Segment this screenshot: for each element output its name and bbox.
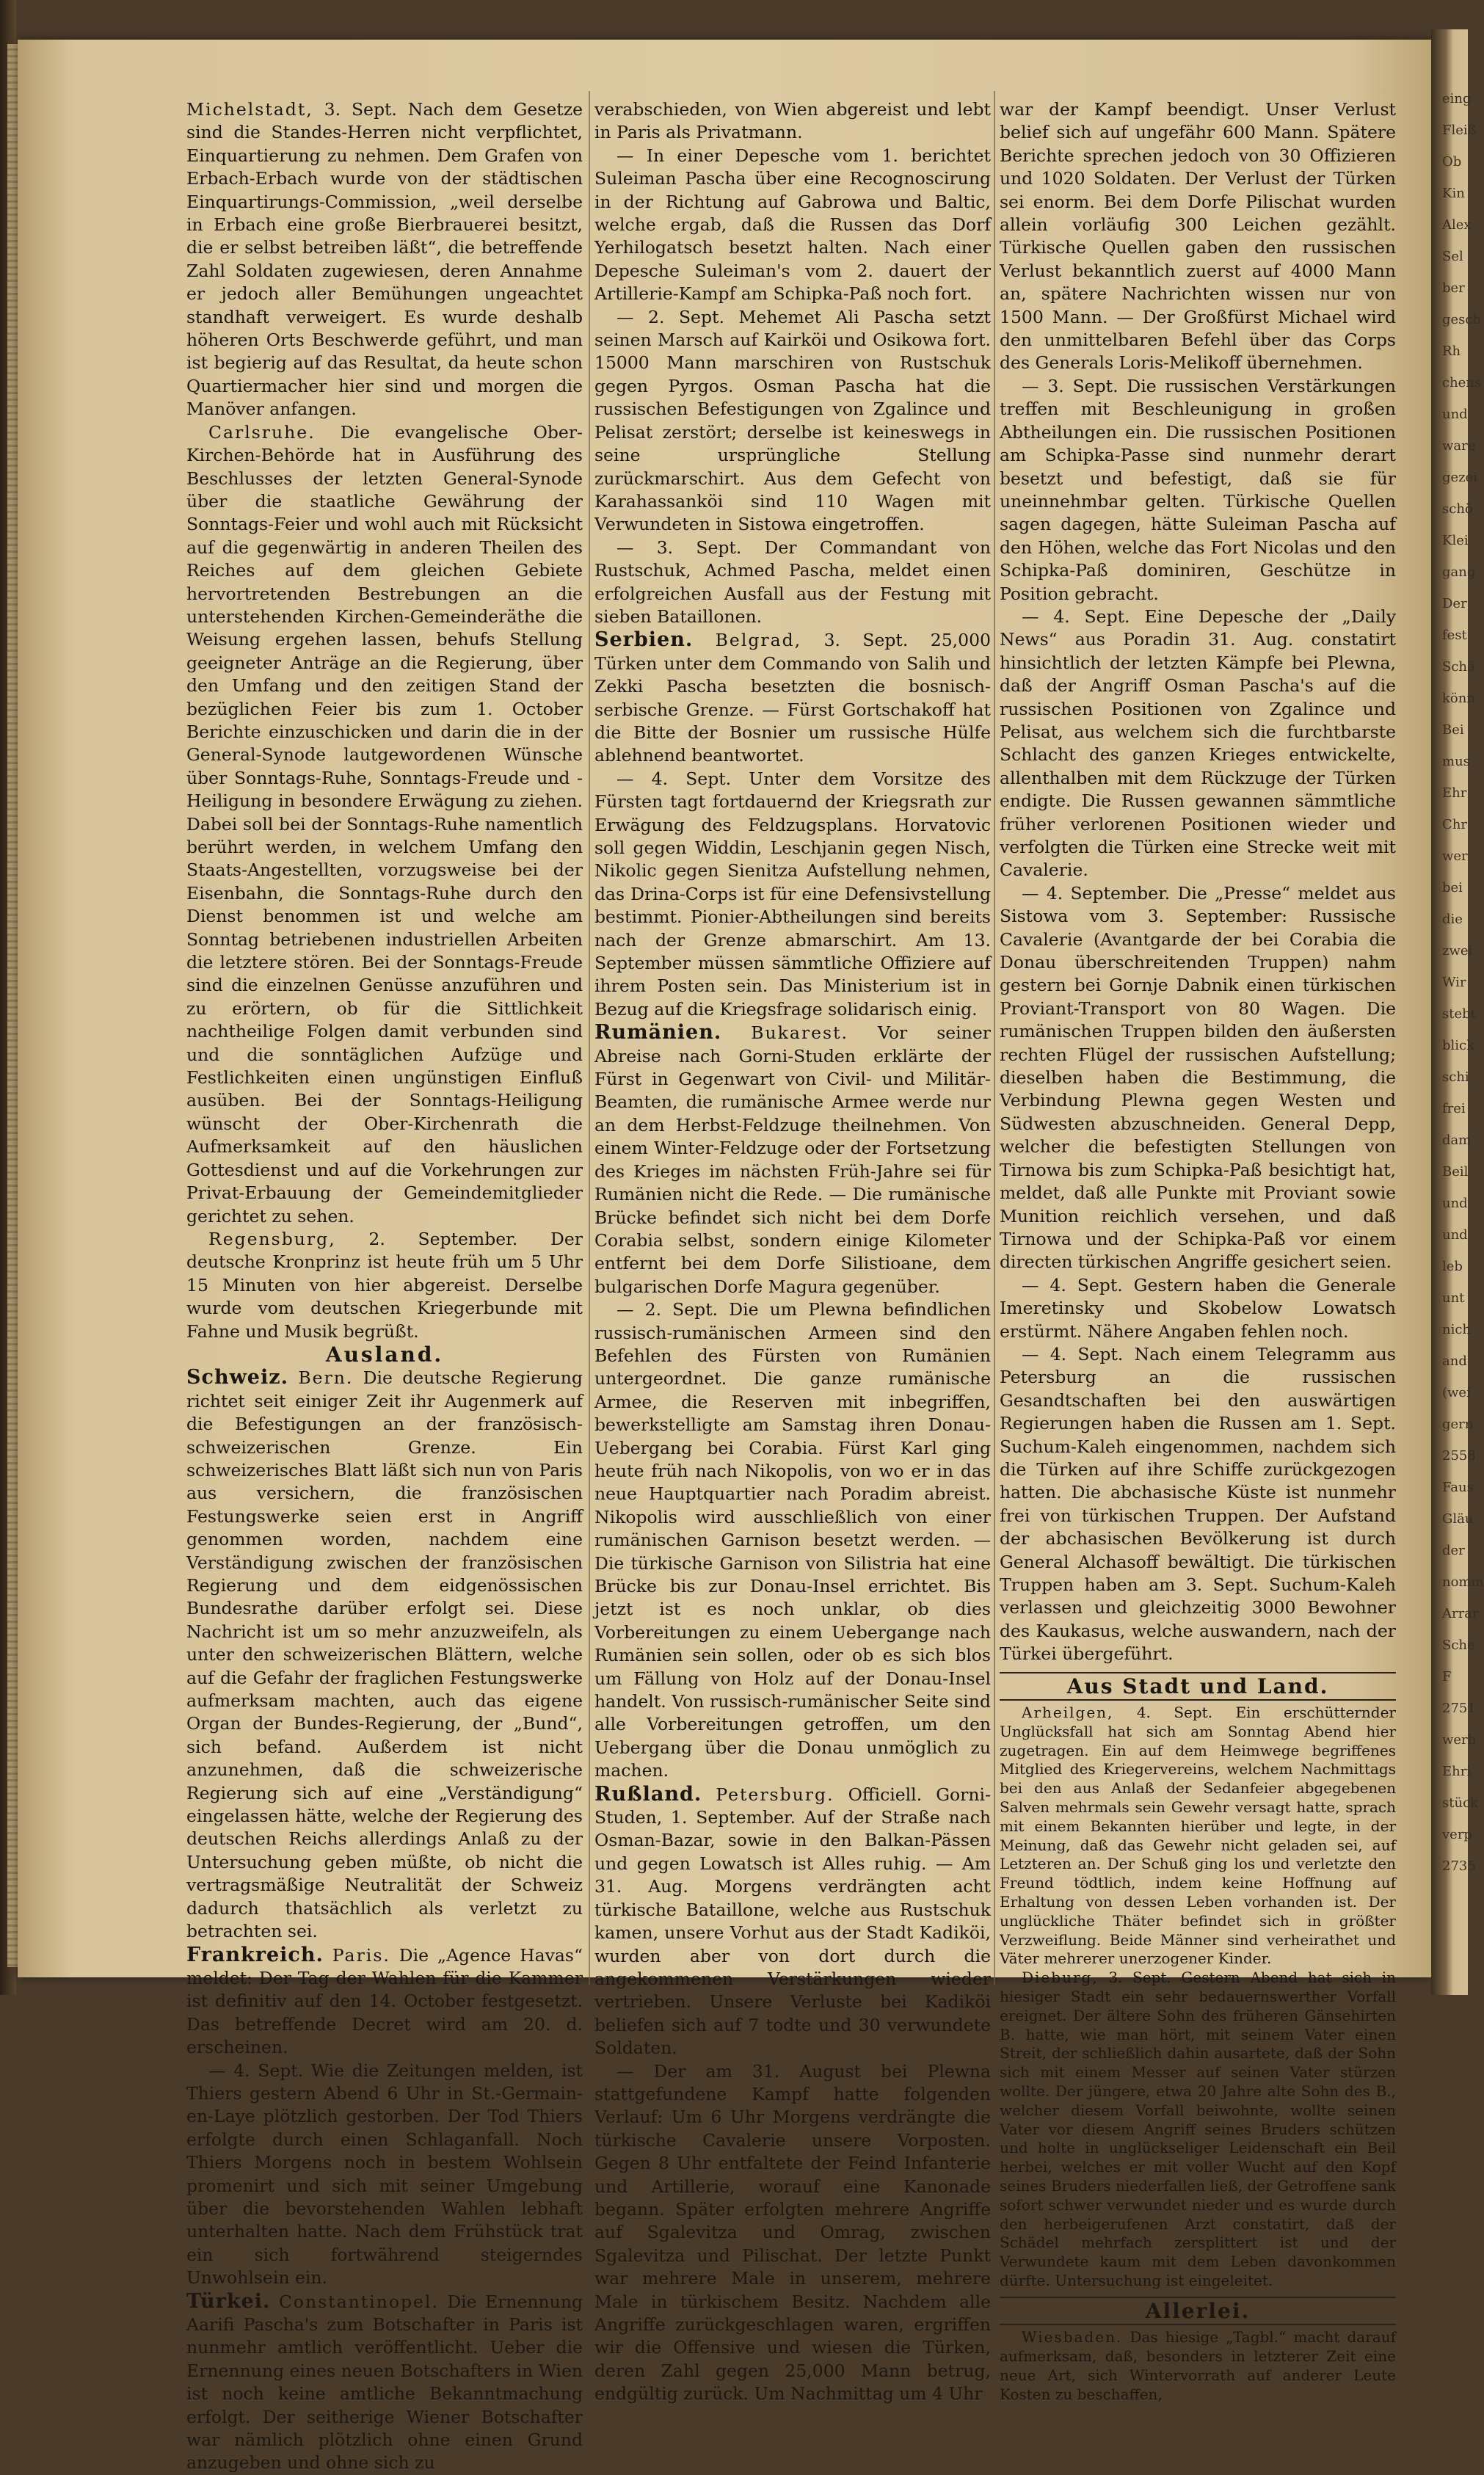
article-lowatsch: — 4. Sept. Gestern haben die Generale Imeretinsky und Skobelow Lowatsch erstürmt. Nähere Angaben fehlen noch. [1000, 1274, 1396, 1342]
column-1 [186, 98, 583, 2475]
article-text: Die deutsche Regierung richtet seit einiger Zeit ihr Augenmerk auf die Befestigungen an der französisch-schweizerischen Grenze. Ein schweizerisches Blatt läßt sich nun von Paris aus versichern, die französischen Festungswerke seien erst in Angriff genommen worden, nachdem eine Verständigung zwischen der französischen Regierung und dem eidgenössischen Bundesrathe darüber erfolgt sei. Diese Nachricht ist um so mehr anzuzweifeln, als unter den schweizerischen Blättern, welche auf die Gefahr der fraglichen Festungswerke aufmerksam machten, auch das eigene Organ der Bundes-Regierung, der „Bund“, sich befand. Außerdem ist nicht anzunehmen, daß die schweizerische Regierung sich auf eine „Verständigung“ eingelassen hätte, welche der Regierung des deutschen Reichs allerdings Anlaß zu der Untersuchung geben müßte, ob nicht die vertragsmäßige Neutralität der Schweiz dadurch thatsächlich als verletzt zu betrachten sei. [186, 1367, 583, 1942]
article-schweiz [186, 1366, 583, 1943]
facing-page-word: gesch [1442, 312, 1482, 327]
article-suchum-kaleh: — 4. Sept. Nach einem Telegramm aus Petersburg an die russischen Gesandtschaften bei den auswärtigen Regierungen haben die Russen am 1. Sept. Suchum-Kaleh eingenommen, nachdem sich die Türken auf ihre Schiffe zurückgezogen hatten. Die abchasische Küste ist nunmehr frei von türkischen Truppen. Der Aufstand der abchasischen Bevölkerung ist durch General Alchasoff bewältigt. Die türkischen Truppen haben am 3. Sept. Suchum-Kaleh verlassen und gleichzeitig 3000 Bewohner des Kaukasus, welche auswandern, nach der Türkei übergeführt. [1000, 1343, 1396, 1665]
article-rumanien [594, 1021, 991, 1298]
article-daily-news: — 4. Sept. Eine Depesche der „Daily News“ aus Poradin 31. Aug. constatirt hinsichtlich der letzten Kämpfe bei Plewna, daß der Angriff Osman Pascha's auf die russischen Positionen von Zgalince und Pelisat, aus welchem sich die furchtbarste Schlacht des ganzen Krieges entwickelte, allenthalben mit dem Rückzuge der Türken endigte. Die Russen gewannen sämmtliche früher verlorenen Positionen wieder und verfolgten die Türken eine Strecke weit mit Cavalerie. [1000, 606, 1396, 881]
article-frankreich [186, 1944, 583, 2060]
facing-page-word: gezei [1442, 470, 1478, 485]
facing-page-word: (wei [1442, 1385, 1471, 1400]
article-text: 2. September. Der deutsche Kronprinz ist heute früh um 5 Uhr 15 Minuten von hier abgereist. Derselbe wurde vom deutschen Kriegerbunde mit Fahne und Musik begrüßt. [186, 1228, 583, 1342]
facing-page-word: dam [1442, 1133, 1472, 1148]
facing-page-word: und [1442, 407, 1468, 422]
facing-page-word: Faus [1442, 1480, 1474, 1495]
facing-page-word: Wir [1442, 975, 1466, 990]
facing-page-word: und [1442, 1196, 1468, 1211]
facing-page-word: Sche [1442, 1638, 1475, 1653]
article-turkei [186, 2290, 583, 2475]
facing-page-word: ber [1442, 280, 1465, 296]
facing-page-word: unt [1442, 1290, 1465, 1306]
article-text: 3. Sept. Nach dem Gesetze sind die Standes-Herren nicht verpflichtet, Einquartierung zu nehmen. Dem Grafen von Erbach-Erbach wurde von der städtischen Einquartirungs-Commission, „weil derselbe in Erbach eine große Bierbrauerei besitzt, die er selbst betreiben läßt“, die betreffende Zahl Soldaten zugewiesen, deren Annahme er jedoch aller Bemühungen ungeachtet standhaft verweigert. Es wurde deshalb höheren Orts Beschwerde geführt, und man ist begierig auf das Resultat, da heute schon Quartiermacher hier sind und morgen die Manöver anfangen. [186, 99, 583, 420]
facing-page-word: Der [1442, 596, 1467, 611]
facing-page-word: Arrar [1442, 1606, 1479, 1621]
facing-page-word: nich [1442, 1322, 1472, 1337]
article-russland [594, 1783, 991, 2060]
article-michelstadt [186, 98, 583, 421]
article-mehemet: — 2. Sept. Mehemet Ali Pascha setzt seinen Marsch auf Kairköi und Osikowa fort. 15000 Mann marschiren von Rustschuk gegen Pyrgos. Osman Pascha hat die russischen Befestigungen von Zgalince und Pelisat zerstört; derselbe ist keineswegs in seine ursprüngliche Stellung zurückmarschirt. Aus dem Gefecht von Karahassanköi sind 110 Wagen mit Verwundeten in Sistowa eingetroffen. [594, 306, 991, 535]
facing-page-word: stück [1442, 1795, 1479, 1811]
section-heading-stadt-und-land: Aus Stadt und Land. [1000, 1672, 1396, 1701]
country-label: Rußland. [594, 1782, 702, 1806]
dateline: Michelstadt, [186, 99, 313, 120]
facing-page-word: zwei [1442, 943, 1473, 959]
article-text: Die Ernennung Aarifi Pascha's zum Botschafter in Paris ist nunmehr amtlich veröffentlicht. Ueber die Ernennung eines neuen Botschafters in Wien ist noch keine amtliche Bekanntmachung erfolgt. Der seitherige Wiener Botschafter war nämlich plötzlich ohne einen Grund anzugeben und ohne sich zu [186, 2291, 583, 2474]
article-text: Officiell. Gorni-Studen, 1. September. Auf der Straße nach Osman-Bazar, sowie in den Balkan-Pässen und gegen Lowatsch ist Alles ruhig. — Am 31. Aug. Morgens verdrängten acht türkische Bataillone, welche aus Rustschuk kamen, unsere Vorhut aus der Stadt Kadiköi, wurden aber von dort durch die angekommenen Verstärkungen wieder vertrieben. Unsere Verluste bei Kadiköi beliefen sich auf 7 todte und 30 verwundete Soldaten. [594, 1784, 991, 2059]
article-arheilgen [1000, 1704, 1396, 1969]
article-wiesbaden [1000, 2328, 1396, 2404]
facing-page-word: wer [1442, 848, 1468, 864]
facing-page-word: Kin [1442, 186, 1465, 201]
dateline: Wiesbaden. [1022, 2328, 1123, 2347]
article-text: 4. Sept. Ein erschütternder Unglücksfall hat sich am Sonntag Abend hier zugetragen. Ein auf dem Heimwege begriffenes Mitglied des Kriegervereins, welchem Nachmittags bei den aus Anlaß der Sedanfeier abgegebenen Salven mehrmals sein Gewehr versagt hatte, sprach mit einem Bekannten hierüber und legte, in der Meinung, daß das Gewehr nicht geladen sei, auf Letzteren an. Der Schuß ging los und verletzte den Freund tödtlich, indem keine Hoffnung auf Erhaltung von dessen Leben vorhanden ist. Der unglückliche Thäter befindet sich in größter Verzweiflung. Beide Männer sind verheirathet und Väter mehrerer unerzogener Kinder. [1000, 1704, 1396, 1968]
country-label: Türkei. [186, 2289, 271, 2313]
facing-page-word: nomm [1442, 1574, 1484, 1590]
dateline: Dieburg, [1022, 1969, 1099, 1987]
facing-page-word: and [1442, 1353, 1467, 1369]
facing-page-word: Klei [1442, 533, 1469, 548]
dateline: Paris. [332, 1944, 390, 1966]
facing-page-word: bei [1442, 880, 1463, 895]
article-text: Vor seiner Abreise nach Gorni-Studen erklärte der Fürst in Gegenwart von Civil- und Militär-Beamten, die rumänische Armee werde nur an dem Herbst-Feldzuge theilnehmen. Von einem Winter-Feldzuge oder der Fortsetzung des Krieges im nächsten Früh-Jahre sei für Rumänien nicht die Rede. — Die rumänische Brücke befindet sich nicht bei dem Dorfe Corabia selbst, sondern einige Kilometer entfernt bei dem Dorfe Silistioane, dem bulgarischen Dorfe Magura gegenüber. [594, 1022, 991, 1297]
facing-page-word: Rh [1442, 344, 1461, 359]
facing-page-word: Ob [1442, 154, 1462, 170]
facing-page-word: 2751 [1442, 1701, 1476, 1716]
article-carlsruhe [186, 421, 583, 1228]
dateline: Petersburg. [716, 1784, 834, 1805]
facing-page-word: eing [1442, 91, 1472, 106]
page-stack-edge [7, 44, 18, 1967]
facing-page-word: gern [1442, 1417, 1474, 1432]
facing-page-word: ware [1442, 438, 1476, 454]
facing-page-word: Ehri [1442, 1764, 1472, 1779]
newspaper-page [18, 40, 1431, 2474]
facing-page-word: Chr [1442, 817, 1467, 832]
column-2 [594, 98, 991, 2406]
facing-page-word: könn [1442, 691, 1475, 706]
article-dieburg [1000, 1969, 1396, 2291]
facing-page-word: F [1442, 1669, 1452, 1684]
column-rule [994, 91, 995, 1985]
facing-page-word: gang [1442, 564, 1476, 580]
facing-page-word: 2558 [1442, 1448, 1476, 1464]
article-text: 3. Sept. 25,000 Türken unter dem Commando von Salih und Zekki Pascha besetzten die bosnisch-serbische Grenze. — Fürst Gortschakoff hat die Bitte der Bosnier um russische Hülfe ablehnend beantwortet. [594, 630, 991, 766]
book-spine [0, 0, 16, 1995]
section-heading-allerlei: Allerlei. [1000, 2297, 1396, 2325]
facing-page-word: Beil [1442, 1164, 1469, 1180]
section-heading-ausland: Ausland. [325, 1342, 444, 1367]
country-label: Frankreich. [186, 1943, 324, 1966]
country-label: Serbien. [594, 628, 694, 652]
article-presse: — 4. September. Die „Presse“ meldet aus Sistowa vom 3. September: Russische Cavalerie (Avantgarde der bei Corabia die Donau überschreitenden Truppen) nahm gestern bei Gornje Dabnik einen türkischen Proviant-Transport von 80 Wagen. Die rumänischen Truppen bilden den äußersten rechten Flügel der russischen Aufstellung; dieselben haben die Bestimmung, die Verbindung Plewna gegen Westen und Südwesten abzuschneiden. General Depp, welcher die befestigten Stellungen von Tirnowa bis zum Schipka-Paß besichtigt hat, meldet, daß alle Punkte mit Proviant sowie Munition reichlich versehen, und daß Tirnowa und der Schipka-Paß vor einem directen türkischen Angriffe gesichert seien. [1000, 882, 1396, 1273]
facing-page-word: frei [1442, 1101, 1466, 1116]
article-suleiman: — In einer Depesche vom 1. berichtet Suleiman Pascha über eine Recognoscirung in der Richtung auf Gabrowa und Baltic, welche ergab, daß die Russen das Dorf Yerhilogatsch besetzt halten. Nach einer Depesche Suleiman's vom 2. dauert der Artillerie-Kampf am Schipka-Paß noch fort. [594, 145, 991, 305]
facing-page-word: schi [1442, 1069, 1469, 1085]
article-regensburg [186, 1228, 583, 1343]
facing-page-word: chens [1442, 375, 1482, 390]
facing-page-word: Alex [1442, 217, 1472, 233]
article-plewna-armeen: — 2. Sept. Die um Plewna befindlichen russisch-rumänischen Armeen sind den Befehlen des Fürsten von Rumänien untergeordnet. Die ganze rumänische Armee, die Reserven mit inbegriffen, bewerkstelligte am Samstag ihren Donau-Uebergang bei Corabia. Fürst Karl ging heute früh nach Nikopolis, von wo er in das neue Hauptquartier nach Poradim abreist. Nikopolis wird ausschließlich von einer rumänischen Garnison besetzt werden. — Die türkische Garnison von Silistria hat eine Brücke bis zur Donau-Insel errichtet. Bis jetzt ist es noch unklar, ob dies Vorbereitungen zu einem Uebergange nach Rumänien sein sollen, oder ob es sich blos um Fällung von Holz auf der Donau-Insel handelt. Von russisch-rumänischer Seite sind alle Vorbereitungen getroffen, um den Uebergang über die Donau unmöglich zu machen. [594, 1299, 991, 1781]
dateline: Bukarest. [751, 1022, 849, 1044]
facing-page-word: mus [1442, 754, 1470, 769]
facing-page-word: stebt [1442, 1006, 1476, 1022]
dateline: Regensburg, [208, 1228, 336, 1249]
country-label: Rumänien. [594, 1021, 722, 1044]
facing-page-word: 2735 [1442, 1858, 1476, 1874]
facing-page-word: und [1442, 1227, 1468, 1243]
dateline: Carlsruhe. [208, 421, 316, 443]
column-rule [589, 91, 590, 1985]
facing-page-word: werb [1442, 1732, 1477, 1748]
article-continuation: verabschieden, von Wien abgereist und lebt in Paris als Privatmann. [594, 99, 991, 143]
article-rustschuk: — 3. Sept. Der Commandant von Rustschuk, Achmed Pascha, meldet einen erfolgreichen Ausfall aus der Festung mit sieben Bataillonen. [594, 537, 991, 627]
article-text: Die „Agence Havas“ meldet: Der Tag der Wahlen für die Kammer ist definitiv auf den 14. October festgesetzt. Das betreffende Decret wird am 20. d. erscheinen. [186, 1944, 583, 2058]
article-plewna-kampf: — Der am 31. August bei Plewna stattgefundene Kampf hatte folgenden Verlauf: Um 6 Uhr Morgens verdrängte die türkische Cavalerie unsere Vorposten. Gegen 8 Uhr entfaltete der Feind Infanterie und Artillerie, worauf eine Kanonade begann. Später erfolgten mehrere Angriffe auf Sgalevitza und Omrag, zwischen Sgalevitza und Pilischat. Der letzte Punkt war mehrere Male in unserem, mehrere Male in türkischem Besitz. Nachdem alle Angriffe zurückgeschlagen waren, ergriffen wir die Offensive und wiesen die Türken, deren Zahl gegen 25,000 Mann betrug, endgültig zurück. Um Nachmittag um 4 Uhr [594, 2060, 991, 2405]
facing-page-word: Gläu [1442, 1511, 1474, 1527]
facing-page-word: Schä [1442, 659, 1475, 675]
column-3 [1000, 98, 1396, 2404]
article-serbien-kriegsrath: — 4. Sept. Unter dem Vorsitze des Fürsten tagt fortdauernd der Kriegsrath zur Erwägung des Feldzugsplans. Horvatovic soll gegen Widdin, Leschjanin gegen Nisch, Nikolic gegen Sienitza Aufstellung nehmen, das Drina-Corps ist für eine Defensivstellung bestimmt. Pionier-Abtheilungen sind bereits nach der Grenze abmarschirt. Am 13. September müssen sämmtliche Offiziere auf ihrem Posten sein. Das Ministerium ist in Bezug auf die Kriegsfrage solidarisch einig. [594, 768, 991, 1020]
facing-page-word: fest [1442, 628, 1467, 643]
article-frankreich-thiers: — 4. Sept. Wie die Zeitungen melden, ist Thiers gestern Abend 6 Uhr in St.-Germain-en-Laye plötzlich gestorben. Der Tod Thiers erfolgte durch einen Schlaganfall. Noch Thiers Morgens noch in bestem Wohlsein promenirt und sich mit seiner Umgebung über die bevorstehenden Wahlen lebhaft unterhalten hatte. Nach dem Frühstück trat ein sich fortwährend steigerndes Unwohlsein ein. [186, 2060, 583, 2289]
dateline: Constantinopel. [278, 2291, 439, 2312]
facing-page-word: blick [1442, 1038, 1475, 1053]
dateline: Arheilgen, [1022, 1704, 1114, 1722]
facing-page-word: leb [1442, 1259, 1463, 1274]
article-text: 3. Sept. Gestern Abend hat sich in hiesiger Stadt ein sehr bedauernswerther Vorfall ereignet. Der ältere Sohn des früheren Gänsehirten B. hatte, wie man hört, mit seinem Vater einen Streit, der schließlich dahin ausartete, daß der Sohn sich mit einem Messer auf seinen Vater stürzen wollte. Der jüngere, etwa 20 Jahre alte Sohn des B., welcher diesem Vorfall beiwohnte, wollte seinen Vater vor diesem Angriff seines Bruders schützen und holte in unglückseliger Leidenschaft ein Beil herbei, welches er mit voller Wucht auf den Kopf seines Bruders niederfallen ließ, der Getroffene sank sofort schwer verwundet nieder und es wurde durch den herbeigerufenen Arzt constatirt, daß der Schädel mehrfach zersplittert ist und der Verwundete kaum mit dem Leben davonkommen dürfte. Untersuchung ist eingeleitet. [1000, 1969, 1397, 2289]
country-label: Schweiz. [186, 1366, 288, 1389]
article-verstaerkungen: — 3. Sept. Die russischen Verstärkungen treffen mit Beschleunigung in großen Abtheilungen ein. Die russischen Positionen am Schipka-Passe sind nunmehr derart besetzt und befestigt, daß sie für uneinnehmbar gelten. Türkische Quellen sagen dagegen, hätte Suleiman Pascha auf den Höhen, welche das Fort Nicolas und den Schipka-Paß dominiren, Geschütze in Position gebracht. [1000, 375, 1396, 604]
facing-page-word: Bei [1442, 722, 1464, 738]
article-text: Die evangelische Ober-Kirchen-Behörde hat in Ausführung des Beschlusses der letzten General-Synode über die staatliche Gewährung der Sonntags-Feier und wohl auch mit Rücksicht auf die gegenwärtig in anderen Theilen des Reiches auf dem gleichen Gebiete hervortretenden Bestrebungen an die unterstehenden Kirchen-Gemeinderäthe die Weisung ergehen lassen, behufs Stellung geeigneter Anträge an die Regierung, über den Umfang und den zeitigen Stand der bezüglichen Feier bis zum 1. October Berichte einzuschicken und darin die in der General-Synode lautgewordenen Wünsche über Sonntags-Ruhe, Sonntags-Freude und -Heiligung in besondere Erwägung zu ziehen. Dabei soll bei der Sonntags-Ruhe namentlich berührt werden, in welchem Umfang den Staats-Angestellten, vorzugsweise bei der Eisenbahn, die Sonntags-Ruhe durch den Dienst benommen ist und welche am Sonntag betriebenen industriellen Arbeiten die letztere stören. Bei der Sonntags-Freude sind die einzelnen Genüsse anzuführen und zu erörtern, ob für die Sittlichkeit nachtheilige Folgen damit verbunden sind und die sonntäglichen Aufzüge und Festlichkeiten einen ungünstigen Einfluß ausüben. Bei der Sonntags-Heiligung wünscht der Ober-Kirchenrath die Aufmerksamkeit auf den häuslichen Gottesdienst und auf die Vorkehrungen zur Privat-Erbauung der Gemeindemitglieder gerichtet zu sehen. [186, 421, 583, 1226]
facing-page-word: verp [1442, 1827, 1472, 1842]
facing-page-word: schö [1442, 501, 1473, 517]
facing-page-word: Ehr [1442, 785, 1467, 801]
facing-page-word: Sel [1442, 249, 1463, 264]
dateline: Belgrad, [715, 630, 802, 651]
facing-page-word: der [1442, 1543, 1465, 1558]
dateline: Bern. [298, 1367, 354, 1389]
facing-page-word: Fleiß [1442, 123, 1477, 138]
facing-page-word: die [1442, 912, 1463, 927]
article-continuation: war der Kampf beendigt. Unser Verlust belief sich auf ungefähr 600 Mann. Spätere Berichte sprechen jedoch von 30 Offizieren und 1020 Soldaten. Der Verlust der Türken sei enorm. Bei dem Dorfe Pilischat wurden allein vorläufig 300 Leichen gezählt. Türkische Quellen gaben den russischen Verlust bekanntlich zuerst auf 4000 Mann an, spätere Nachrichten wissen nur von 1500 Mann. — Der Großfürst Michael wird den unmittelbaren Befehl über das Corps des Generals Loris-Melikoff übernehmen. [1000, 99, 1396, 374]
article-text: Das hiesige „Tagbl.“ macht darauf aufmerksam, daß, besonders in letzterer Zeit eine neue Art, sich Wintervorrath auf anderer Leute Kosten zu beschaffen, [1000, 2328, 1396, 2403]
article-serbien [594, 628, 991, 767]
